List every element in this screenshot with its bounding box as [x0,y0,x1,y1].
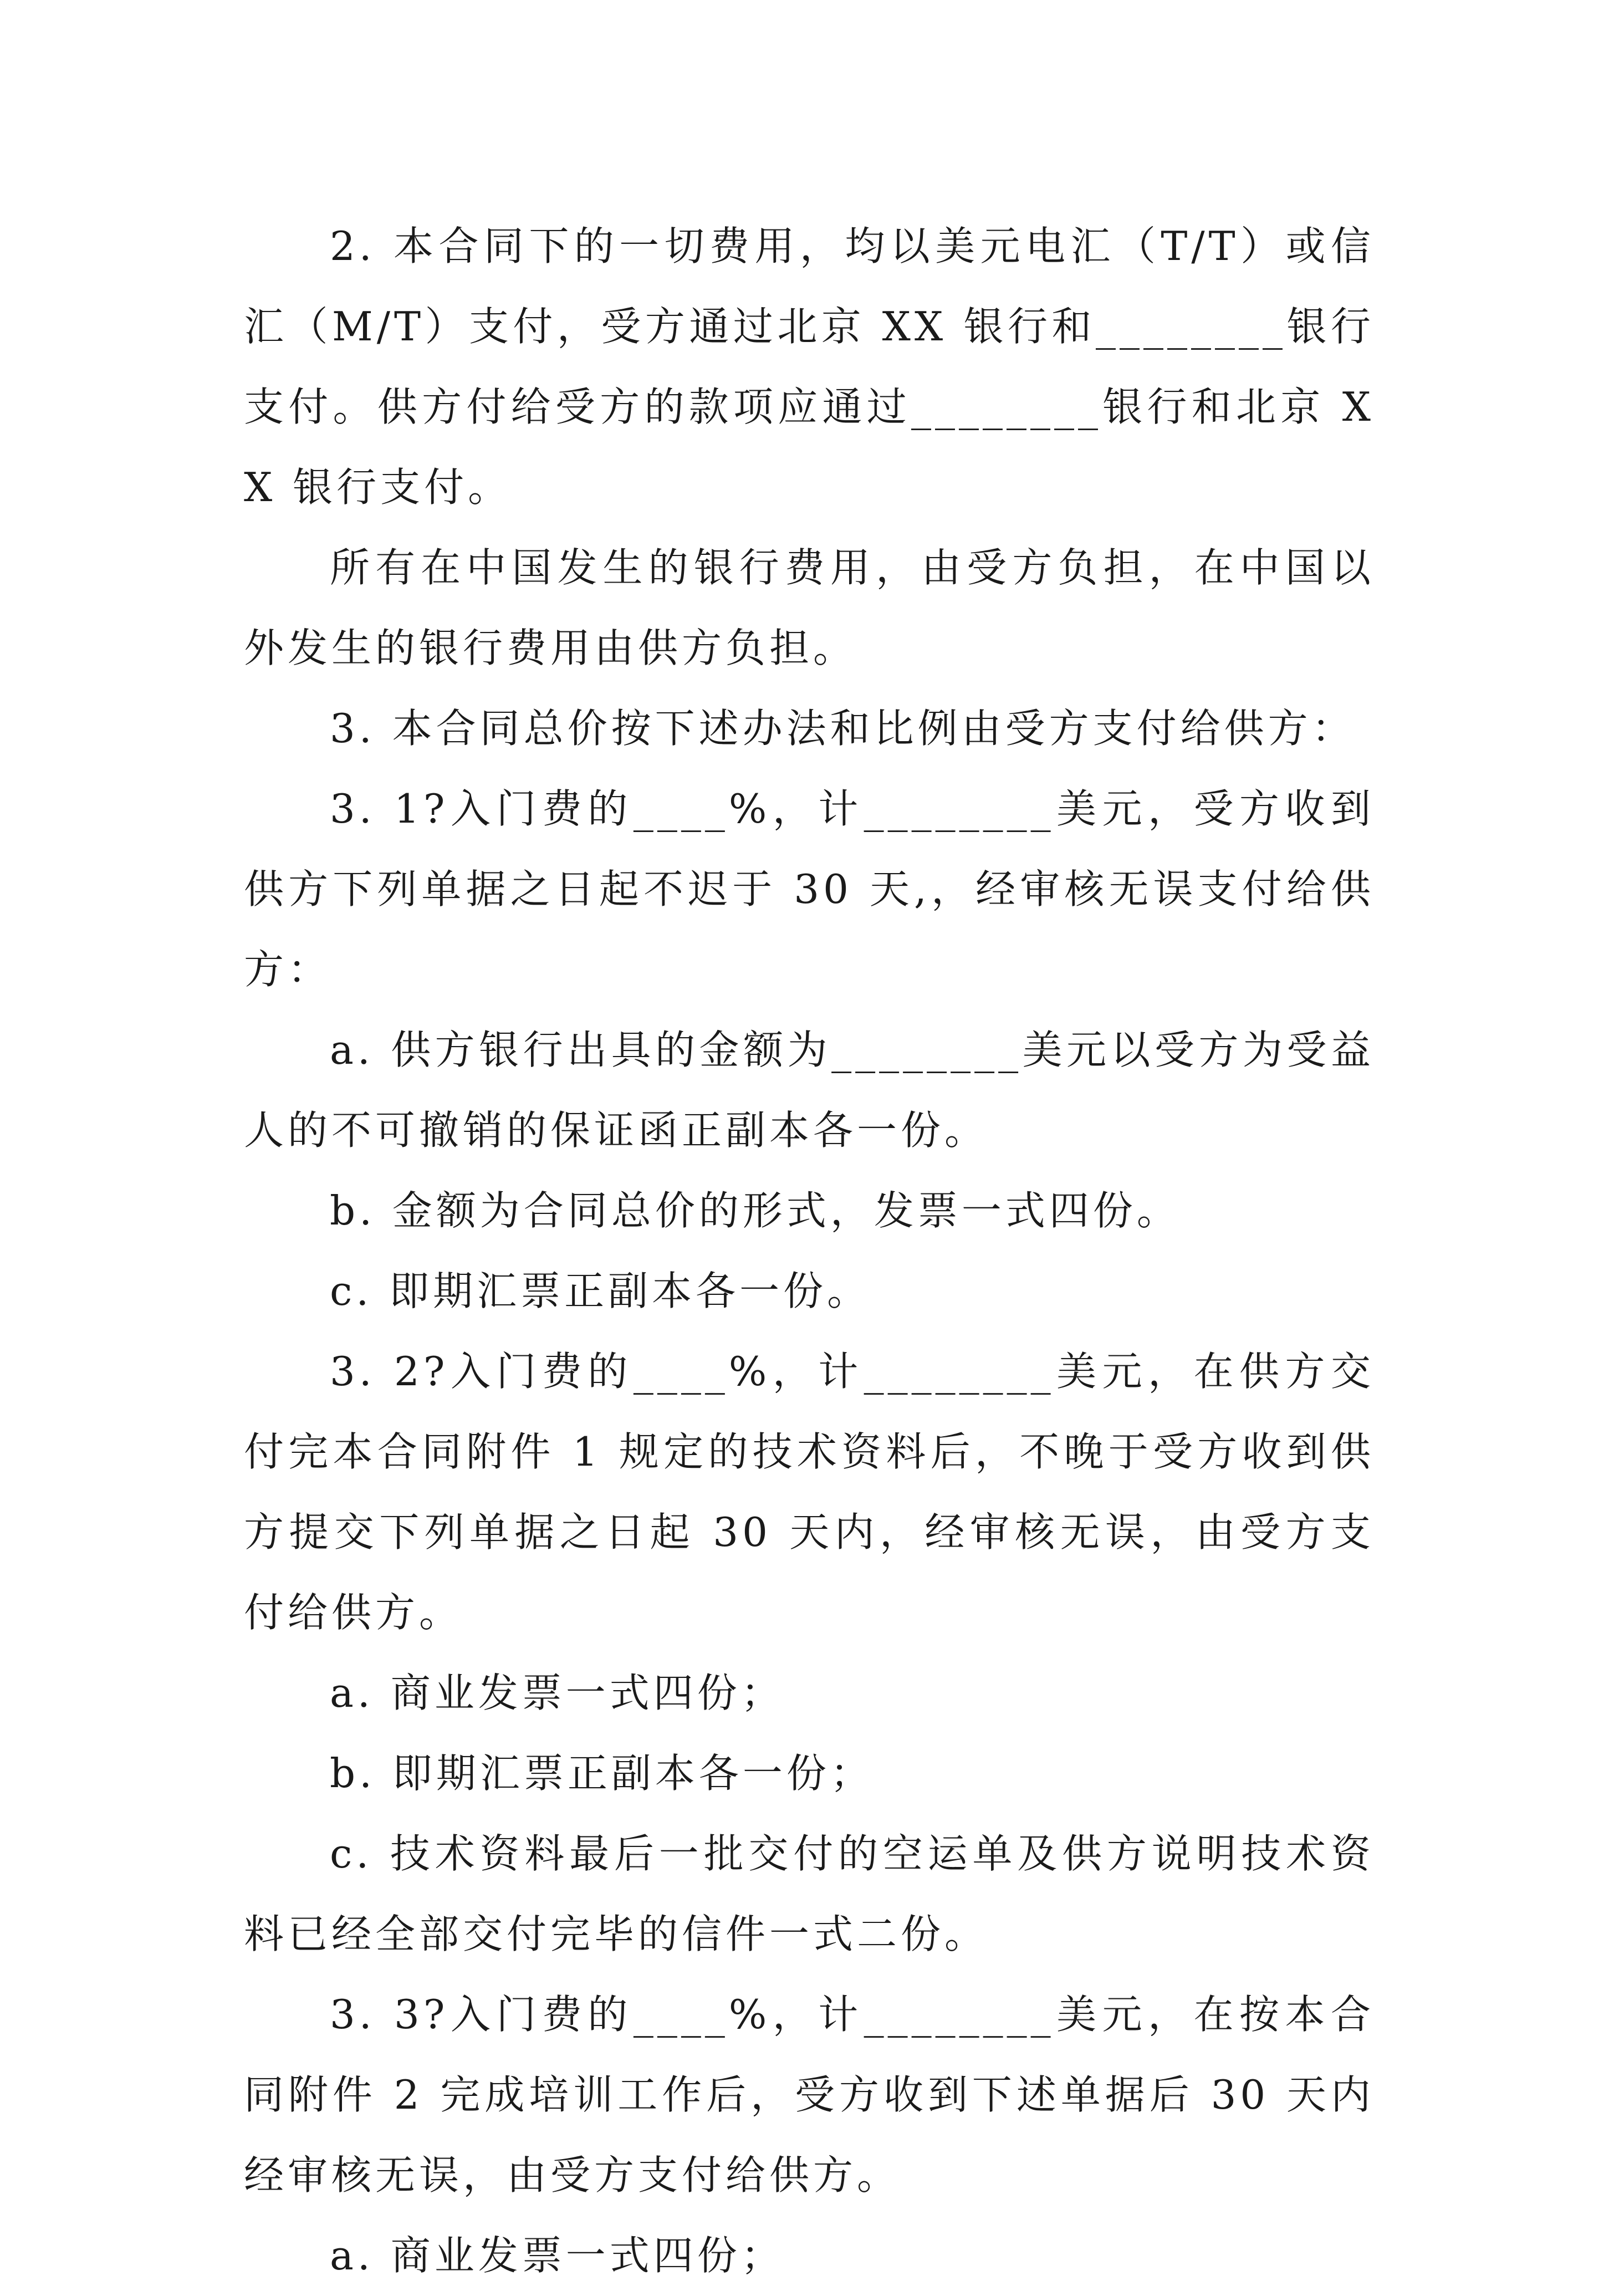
paragraph-item-c-airway-bill: c. 技术资料最后一批交付的空运单及供方说明技术资料已经全部交付完毕的信件一式二份。 [244,1830,1375,1957]
paragraph-item-a-commercial-invoice-2: a. 商业发票一式四份； [330,2232,785,2279]
paragraph-item-b-invoice: b. 金额为合同总价的形式，发票一式四份。 [330,1187,1181,1234]
paragraph-clause-3: 3. 本合同总价按下述办法和比例由受方支付给供方： [330,705,1356,752]
paragraph-item-c-draft: c. 即期汇票正副本各一份。 [330,1268,871,1314]
paragraph-item-b-sight-draft: b. 即期汇票正副本各一份； [330,1750,874,1797]
paragraph-payment-currency: 2. 本合同下的一切费用，均以美元电汇（T/T）或信汇（M/T）支付，受方通过北京 XX 银行和________银行支付。供方付给受方的款项应通过________银行和北京 XX 银行支付。 [244,223,1375,511]
paragraph-item-a-commercial-invoice: a. 商业发票一式四份； [330,1670,785,1716]
paragraph-clause-3-1: 3. 1?入门费的____%，计________美元，受方收到供方下列单据之日起不迟于 30 天,，经审核无误支付给供方： [244,785,1375,993]
document-body [244,206,1375,2296]
paragraph-clause-3-2: 3. 2?入门费的____%，计________美元，在供方交付完本合同附件 1 规定的技术资料后，不晚于受方收到供方提交下列单据之日起 30 天内，经审核无误，由受方支付给供方。 [244,1348,1375,1636]
paragraph-clause-3-3: 3. 3?入门费的____%，计________美元，在按本合同附件 2 完成培训工作后，受方收到下述单据后 30 天内经审核无误，由受方支付给供方。 [244,1991,1375,2198]
paragraph-item-a-guarantee: a. 供方银行出具的金额为________美元以受方为受益人的不可撤销的保证函正副本各一份。 [244,1027,1375,1154]
paragraph-bank-charges: 所有在中国发生的银行费用，由受方负担，在中国以外发生的银行费用由供方负担。 [244,544,1375,671]
